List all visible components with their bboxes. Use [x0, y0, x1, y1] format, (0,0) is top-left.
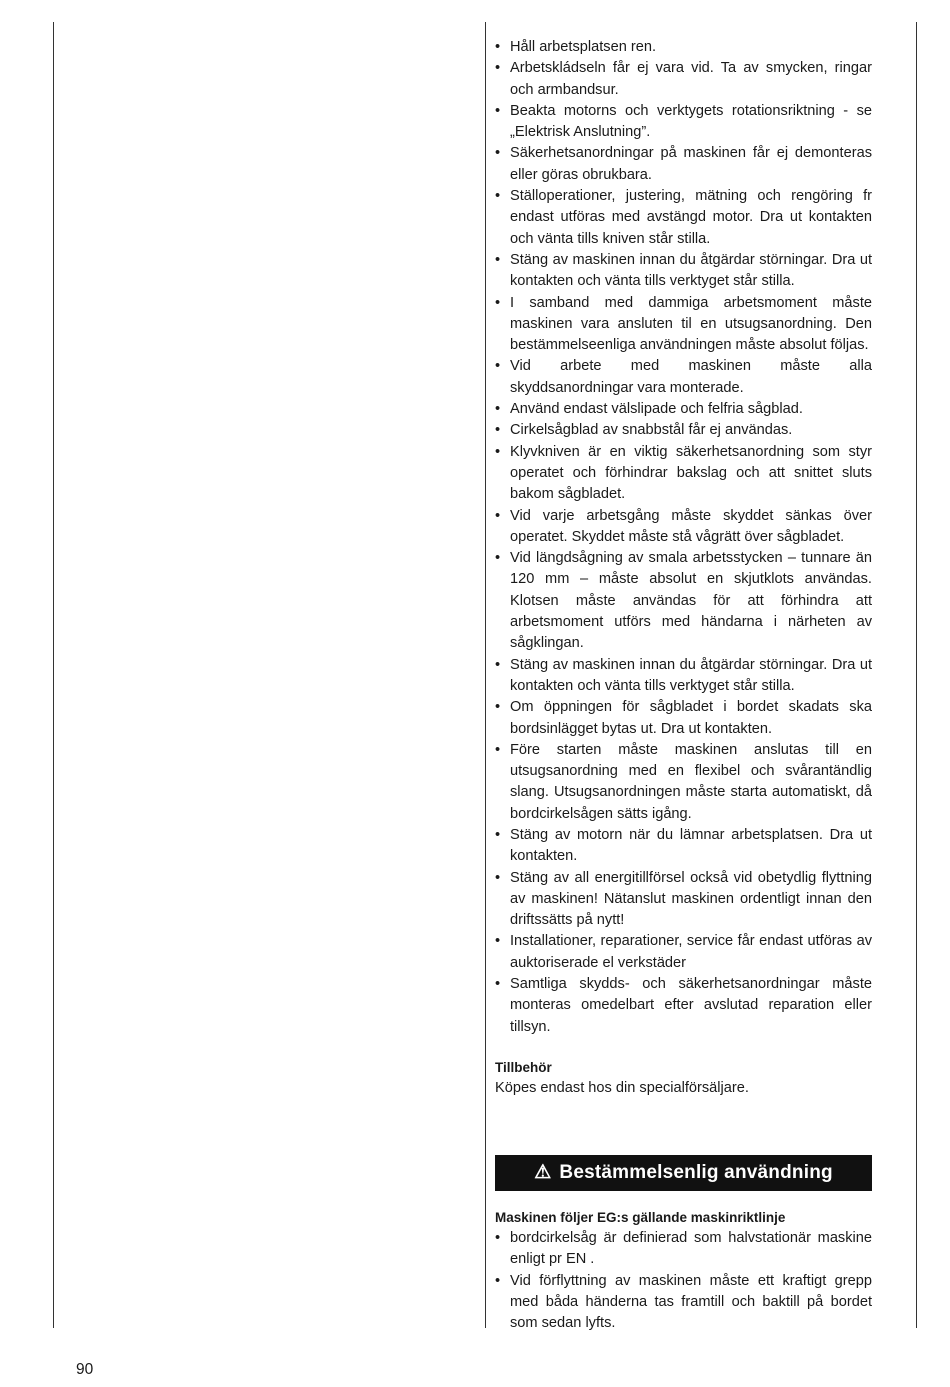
list-item: • bordcirkelsåg är definierad som halvstationär maskine enligt pr EN . — [495, 1228, 872, 1271]
accessories-text: Köpes endast hos din specialförsäljare. — [495, 1079, 749, 1096]
intended-use-section — [495, 1155, 872, 1334]
page-number: 90 — [76, 1361, 94, 1378]
intended-use-banner — [495, 1155, 872, 1191]
safety-instructions-column — [495, 37, 872, 1099]
list-item: • Stäng av motorn när du lämnar arbetsplatsen. Dra ut kontakten. — [495, 825, 872, 868]
list-item: • Stäng av maskinen innan du åtgärdar störningar. Dra ut kontakten och vänta tills verktyget står stilla. — [495, 655, 872, 698]
list-item: • Vid längdsågning av smala arbetsstycken – tunnare än 120 mm – måste absolut en skjutklots användas. Klotsen måste användas för att förhindra att arbetsmoment utförs med händarna i närheten av sågklingan. — [495, 548, 872, 654]
intended-use-list — [495, 1228, 872, 1334]
list-item: • Beakta motorns och verktygets rotationsriktning - se „Elektrisk Anslutning”. — [495, 101, 872, 144]
list-item: • Säkerhetsanordningar på maskinen får ej demonteras eller göras obrukbara. — [495, 143, 872, 186]
list-item: • Arbetskládseln får ej vara vid. Ta av smycken, ringar och armbandsur. — [495, 58, 872, 101]
right-margin-rule — [916, 22, 917, 1328]
intended-use-subheading: Maskinen följer EG:s gällande maskinriktlinje — [495, 1210, 786, 1225]
list-item: • Ställoperationer, justering, mätning och rengöring fr endast utföras med avstängd motor. Dra ut kontakten och vänta tills kniven står stilla. — [495, 186, 872, 250]
list-item: • Samtliga skydds- och säkerhetsanordningar måste monteras omedelbart efter avslutad reparation eller tillsyn. — [495, 974, 872, 1038]
warning-triangle-icon: ⚠ — [534, 1162, 552, 1184]
accessories-heading: Tillbehör — [495, 1059, 552, 1075]
left-margin-rule — [53, 22, 54, 1328]
banner-title: Bestämmelsenlig användning — [559, 1162, 833, 1184]
safety-bullet-list — [495, 37, 872, 1038]
list-item: • Vid varje arbetsgång måste skyddet sänkas över operatet. Skyddet måste stå vågrätt över sågbladet. — [495, 506, 872, 549]
list-item: • Stäng av maskinen innan du åtgärdar störningar. Dra ut kontakten och vänta tills verktyget står stilla. — [495, 250, 872, 293]
list-item: • Cirkelsågblad av snabbstål får ej användas. — [495, 420, 872, 441]
list-item: • Vid arbete med maskinen måste alla skyddsanordningar vara monterade. — [495, 356, 872, 399]
list-item: • Håll arbetsplatsen ren. — [495, 37, 872, 58]
column-divider-rule — [485, 22, 486, 1328]
list-item: • Använd endast välslipade och felfria sågblad. — [495, 399, 872, 420]
list-item: • Installationer, reparationer, service får endast utföras av auktoriserade el verkstäder — [495, 931, 872, 974]
list-item: • Vid förflyttning av maskinen måste ett kraftigt grepp med båda händerna tas framtill och baktill på bordet som sedan lyfts. — [495, 1271, 872, 1335]
list-item: • Stäng av all energitillförsel också vid obetydlig flyttning av maskinen! Nätanslut maskinen ordentligt innan den driftssätts på nytt! — [495, 868, 872, 932]
list-item: • Klyvkniven är en viktig säkerhetsanordning som styr operatet och förhindrar bakslag och att snittet sluts bakom sågbladet. — [495, 442, 872, 506]
list-item: • Om öppningen för sågbladet i bordet skadats ska bordsinlägget bytas ut. Dra ut kontakten. — [495, 697, 872, 740]
list-item: • Före starten måste maskinen anslutas till en utsugsanordning med en flexibel och svårantändlig slang. Utsugsanordningen måste starta automatiskt, då bordcirkelsågen sätts igång. — [495, 740, 872, 825]
list-item: • I samband med dammiga arbetsmoment måste maskinen vara ansluten til en utsugsanordning. Den bestämmelseenliga användningen måste absolut följas. — [495, 293, 872, 357]
